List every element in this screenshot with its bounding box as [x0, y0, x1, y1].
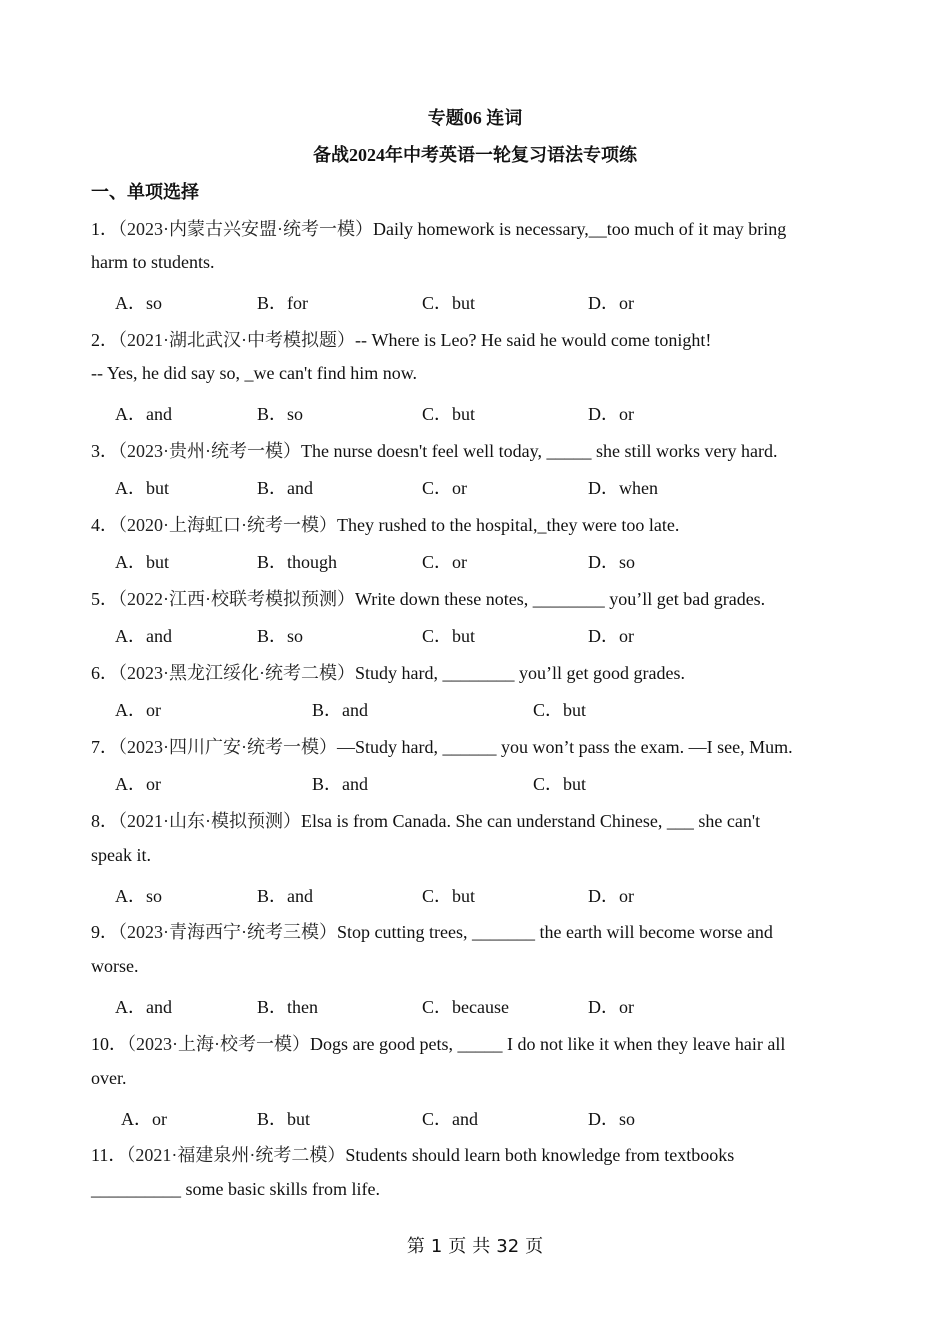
option-b[interactable]: B．so — [257, 404, 304, 424]
option-b[interactable]: B．so — [257, 626, 304, 646]
option-a[interactable]: A．and — [115, 404, 172, 424]
option-a[interactable]: A．or — [121, 1109, 167, 1129]
option-b[interactable]: B．for — [257, 293, 308, 313]
question-9: 9．（2023·青海西宁·统考三模）Stop cutting trees, _______ the earth will become worse and — [91, 922, 773, 942]
option-d[interactable]: D．or — [588, 997, 634, 1017]
option-c[interactable]: C．or — [422, 478, 467, 498]
option-c[interactable]: C．but — [533, 700, 587, 720]
option-a[interactable]: A．so — [115, 293, 163, 313]
option-d[interactable]: D．so — [588, 1109, 636, 1129]
question-11: 11．（2021·福建泉州·统考二模）Students should learn both knowledge from textbooks — [91, 1145, 735, 1165]
section-heading: 一、单项选择 — [91, 182, 199, 202]
option-c[interactable]: C．because — [422, 997, 509, 1017]
question-5: 5．（2022·江西·校联考模拟预测）Write down these notes, ________ you’ll get bad grades. — [91, 589, 766, 609]
option-a[interactable]: A．but — [115, 552, 169, 572]
option-c[interactable]: C．but — [533, 774, 587, 794]
page-subtitle: 备战2024年中考英语一轮复习语法专项练 — [313, 145, 637, 165]
question-6: 6．（2023·黑龙江绥化·统考二模）Study hard, ________ you’ll get good grades. — [91, 663, 685, 683]
option-d[interactable]: D．or — [588, 293, 634, 313]
question-2-cont: -- Yes, he did say so, _we can't find him now. — [91, 363, 418, 383]
option-c[interactable]: C．and — [422, 1109, 478, 1129]
option-b[interactable]: B．and — [257, 478, 313, 498]
option-b[interactable]: B．then — [257, 997, 318, 1017]
question-2: 2．（2021·湖北武汉·中考模拟题）-- Where is Leo? He said he would come tonight! — [91, 330, 712, 350]
question-8-cont: speak it. — [91, 845, 151, 865]
option-a[interactable]: A．or — [115, 700, 161, 720]
question-3: 3．（2023·贵州·统考一模）The nurse doesn't feel well today, _____ she still works very hard. — [91, 441, 778, 461]
option-b[interactable]: B．and — [257, 886, 313, 906]
option-b[interactable]: B．and — [312, 774, 368, 794]
option-b[interactable]: B．and — [312, 700, 368, 720]
option-c[interactable]: C．but — [422, 626, 476, 646]
option-d[interactable]: D．or — [588, 626, 634, 646]
question-1-cont: harm to students. — [91, 252, 215, 272]
option-c[interactable]: C．but — [422, 293, 476, 313]
option-a[interactable]: A．but — [115, 478, 169, 498]
option-a[interactable]: A．and — [115, 626, 172, 646]
option-d[interactable]: D．or — [588, 404, 634, 424]
question-11-cont: __________ some basic skills from life. — [91, 1179, 380, 1199]
question-7: 7．（2023·四川广安·统考一模）—Study hard, ______ you won’t pass the exam. —I see, Mum. — [91, 737, 793, 757]
page-title: 专题06 连词 — [427, 108, 523, 128]
option-c[interactable]: C．but — [422, 886, 476, 906]
question-9-cont: worse. — [91, 956, 139, 976]
question-4: 4．（2020·上海虹口·统考一模）They rushed to the hospital,_they were too late. — [91, 515, 680, 535]
option-d[interactable]: D．when — [588, 478, 658, 498]
option-c[interactable]: C．or — [422, 552, 467, 572]
option-d[interactable]: D．or — [588, 886, 634, 906]
question-10: 10．（2023·上海·校考一模）Dogs are good pets, _____ I do not like it when they leave hair all — [91, 1034, 786, 1054]
question-10-cont: over. — [91, 1068, 127, 1088]
question-1: 1．（2023·内蒙古兴安盟·统考一模）Daily homework is necessary,__too much of it may bring — [91, 219, 787, 239]
option-c[interactable]: C．but — [422, 404, 476, 424]
option-a[interactable]: A．so — [115, 886, 163, 906]
page-number: 1 — [430, 1236, 443, 1257]
page-total: 32 — [496, 1236, 520, 1257]
option-d[interactable]: D．so — [588, 552, 636, 572]
option-b[interactable]: B．but — [257, 1109, 311, 1129]
option-a[interactable]: A．and — [115, 997, 172, 1017]
page-footer: 第 1 页 共 32 页 — [406, 1236, 544, 1257]
option-b[interactable]: B．though — [257, 552, 338, 572]
option-a[interactable]: A．or — [115, 774, 161, 794]
question-8: 8．（2021·山东·模拟预测）Elsa is from Canada. She can understand Chinese, ___ she can't — [91, 811, 761, 831]
